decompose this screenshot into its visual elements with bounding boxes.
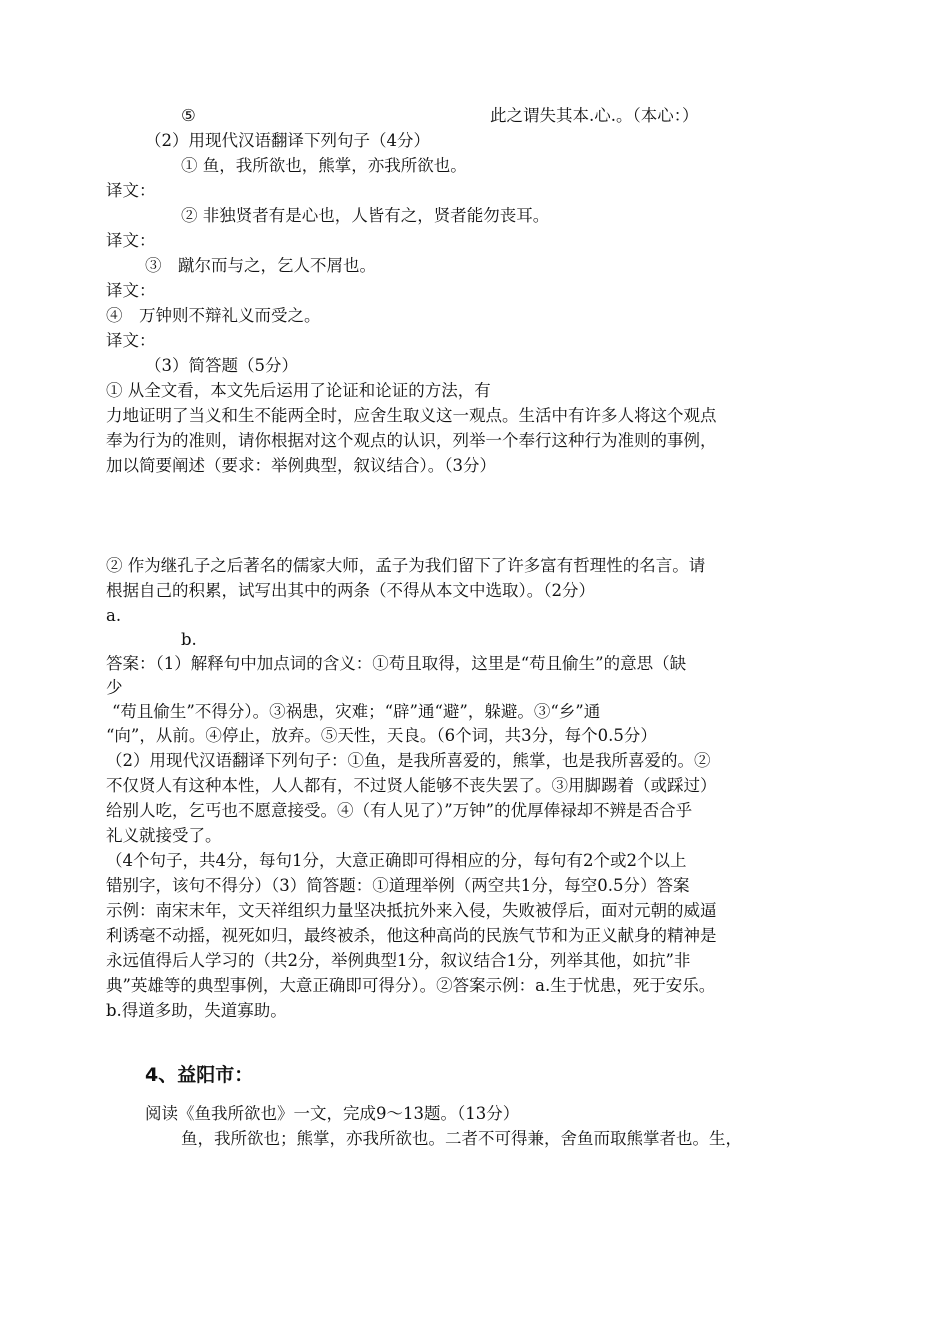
answer-line: b.得道多助，失道寡助。 xyxy=(106,1001,287,1020)
answer-line: （2）用现代汉语翻译下列句子：①鱼，是我所喜爱的，熊掌，也是我所喜爱的。② xyxy=(106,751,711,770)
answer-label-4: 译文： xyxy=(106,331,156,350)
q3-1-line: 力地证明了当义和生不能两全时，应舍生取义这一观点。生活中有许多人将这个观点 xyxy=(106,406,717,425)
answer-label-2: 译文： xyxy=(106,231,156,250)
answer-line: 给别人吃，乞丐也不愿意接受。④（有人见了）”万钟”的优厚俸禄却不辨是否合乎 xyxy=(106,801,693,820)
answer-line: 礼义就接受了。 xyxy=(106,826,222,845)
answer-line: 典”英雄等的典型事例，大意正确即可得分）。②答案示例：a.生于忧患，死于安乐。 xyxy=(106,976,716,995)
answer-line: （4个句子，共4分，每句1分，大意正确即可得相应的分，每句有2个或2个以上 xyxy=(106,851,687,870)
passage-line: 鱼，我所欲也；熊掌，亦我所欲也。二者不可得兼，舍鱼而取熊掌者也。生， xyxy=(181,1129,742,1148)
translate-q4: ④ 万钟则不辩礼义而受之。 xyxy=(106,306,321,325)
translate-q2: ② 非独贤者有是心也，人皆有之，贤者能勿丧耳。 xyxy=(181,206,550,225)
answer-line: “向”，从前。④停止，放弃。⑤天性，天良。（6个词，共3分，每个0.5分） xyxy=(106,726,657,745)
answer-line: 不仅贤人有这种本性，人人都有，不过贤人能够不丧失罢了。③用脚踢着（或踩过） xyxy=(106,776,717,795)
item5-mark: ⑤ xyxy=(181,106,196,125)
q3-1-line: ① 从全文看，本文先后运用了论证和论证的方法，有 xyxy=(106,381,491,400)
item5-text: 此之谓失其本.心.。（本心：） xyxy=(490,106,699,125)
answer-line: 利诱毫不动摇，视死如归，最终被杀，他这种高尚的民族气节和为正义献身的精神是 xyxy=(106,926,717,945)
answer-label-3: 译文： xyxy=(106,281,156,300)
answer-line: 答案：（1）解释句中加点词的含义：①苟且取得，这里是“苟且偷生”的意思（缺 xyxy=(106,654,687,673)
option-b: b. xyxy=(181,630,197,649)
q3-2-line: ② 作为继孔子之后著名的儒家大师，孟子为我们留下了许多富有哲理性的名言。请 xyxy=(106,556,706,575)
q3-2-line: 根据自己的积累，试写出其中的两条（不得从本文中选取）。（2分） xyxy=(106,581,595,600)
answer-line: 示例：南宋末年，文天祥组织力量坚决抵抗外来入侵，失败被俘后，面对元朝的威逼 xyxy=(106,901,717,920)
translate-q1: ① 鱼，我所欲也，熊掌，亦我所欲也。 xyxy=(181,156,467,175)
section2-title: （2）用现代汉语翻译下列句子（4分） xyxy=(145,131,430,150)
translate-q3: ③ 蹴尔而与之，乞人不屑也。 xyxy=(145,256,376,275)
q3-1-line: 加以简要阐述（要求：举例典型，叙议结合）。（3分） xyxy=(106,456,496,475)
answer-line: 永远值得后人学习的（共2分，举例典型1分，叙议结合1分，列举其他，如抗”非 xyxy=(106,951,691,970)
answer-line: 错别字，该句不得分）（3）简答题：①道理举例（两空共1分，每空0.5分）答案 xyxy=(106,876,690,895)
section4-heading: 4、益阳市： xyxy=(145,1064,254,1086)
q3-1-line: 奉为行为的准则，请你根据对这个观点的认识，列举一个奉行这种行为准则的事例， xyxy=(106,431,717,450)
answer-label-1: 译文： xyxy=(106,181,156,200)
option-a: a. xyxy=(106,606,122,625)
answer-line: “苟且偷生”不得分）。③祸患，灾难；“辟”通“避”，躲避。③“乡”通 xyxy=(112,702,601,721)
section4-intro: 阅读《鱼我所欲也》一文，完成9～13题。（13分） xyxy=(145,1104,520,1123)
answer-line: 少 xyxy=(106,678,123,697)
section3-title: （3）简答题（5分） xyxy=(145,356,298,375)
